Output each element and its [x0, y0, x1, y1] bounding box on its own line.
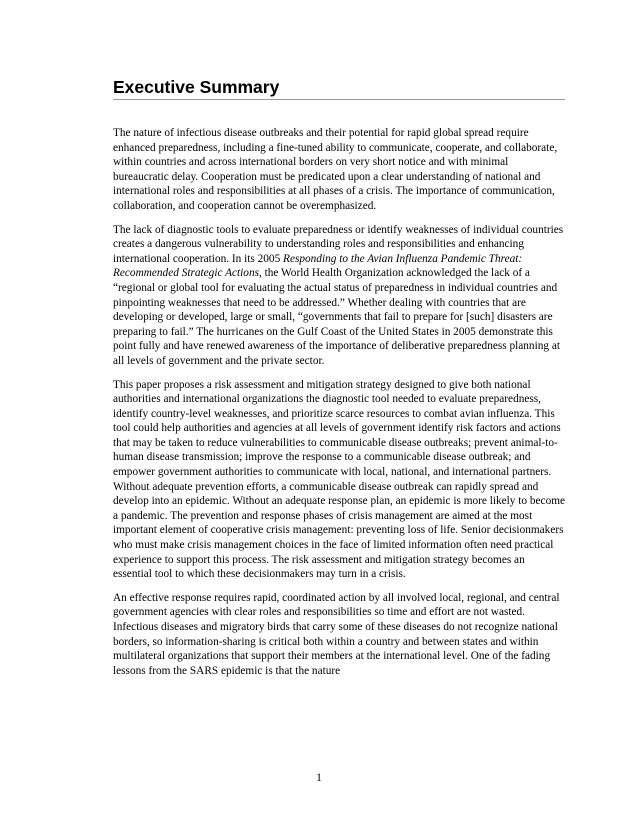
paragraph-text: This paper proposes a risk assessment and mitigation strategy designed to give both national authorities and international organizations the diagnostic tool needed to evaluate preparedness, identify country-level weaknesses, and prioritize scarce resources to combat avian influenza. This tool could help authorities and agencies at all levels of government identify risk factors and actions that may be taken to reduce vulnerabilities to communicable disease outbreaks; prevent animal-to-human disease transmission; improve the response to a communicable disease outbreak; and empower government authorities to communicate with local, national, and international partners. Without adequate prevention efforts, a communicable disease outbreak can rapidly spread and develop into an epidemic. Without an adequate response plan, an epidemic is more likely to become a pandemic. The prevention and response phases of crisis management are aimed at the most important element of cooperative crisis management: preventing loss of life. Senior decisionmakers who must make crisis management choices in the face of limited information often need practical experience to support this process. The risk assessment and mitigation strategy becomes an essential tool to which these decisionmakers may turn in a crisis.	[113, 378, 566, 581]
paragraph-text: , the World Health Organization acknowledged the lack of a “regional or global tool for evaluating the actual status of preparedness in individual countries and pinpointing weaknesses that need to be addressed.” Whether dealing with countries that are developing or developed, large or small, “governments that fail to prepare for [such] disasters are preparing to fail.” The hurricanes on the Gulf Coast of the United States in 2005 demonstrate this point fully and have renewed awareness of the importance of deliberative preparedness planning at all levels of government and the private sector.	[113, 267, 560, 367]
paragraph-2	[113, 223, 565, 369]
paragraph-1	[113, 126, 565, 214]
page-number: 1	[316, 772, 322, 784]
paragraph-3	[113, 378, 565, 582]
paragraph-4	[113, 591, 565, 679]
report-title-italic: Responding to the Avian Influenza Pandemic Threat: Recommended Strategic Actions	[113, 252, 523, 280]
section-heading: Executive Summary	[113, 76, 565, 100]
paragraph-text: An effective response requires rapid, coordinated action by all involved local, regional, and central government agencies with clear roles and responsibilities so time and effort are not wasted. Infectious diseases and migratory birds that carry some of these diseases do not recognize national borders, so information-sharing is critical both within a country and between states and within multilateral organizations that support their members at the international level. One of the fading lessons from the SARS epidemic is that the nature	[113, 591, 560, 677]
paragraph-text: The lack of diagnostic tools to evaluate preparedness or identify weaknesses of individual countries creates a dangerous vulnerability to understanding roles and responsibilities and enhancing international cooperation. In its 2005	[113, 223, 564, 265]
body-text	[113, 126, 565, 687]
paragraph-text: The nature of infectious disease outbreaks and their potential for rapid global spread require enhanced preparedness, including a fine-tuned ability to communicate, cooperate, and collaborate, within countries and across international borders on very short notice and with minimal bureaucratic delay. Cooperation must be predicated upon a clear understanding of national and international roles and responsibilities at all phases of a crisis. The importance of communication, collaboration, and cooperation cannot be overemphasized.	[113, 127, 558, 212]
